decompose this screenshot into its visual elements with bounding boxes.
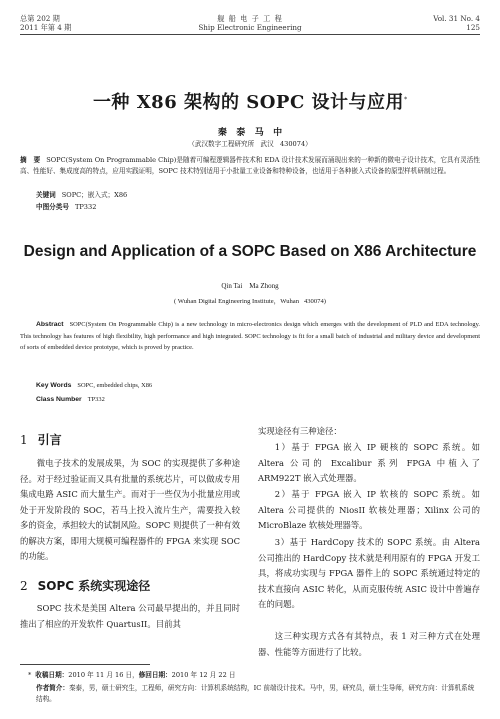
abstract-cn-text: SOPC(System On Programmable Chip)是随着可编程逻辑器件技术和 EDA 设计技术发展而涌现出来的一种新的微电子设计技术，它具有灵活性高、性能好、集成度高的特点，应用实践证明，SOPC 技术特别适用于小批量工业设备和特种设备，也适用于各种嵌入式设备的原型样机研制过程。 — [20, 156, 481, 176]
abstract-cn-label: 摘 要 — [20, 156, 41, 164]
section-2-paragraph: SOPC 技术是美国 Altera 公司最早提出的，并且同时推出了相应的开发软件 QuartusII。目前其 — [20, 603, 240, 629]
keywords-cn-label: 关键词 — [36, 191, 56, 199]
class-number-text: TP332 — [87, 396, 105, 403]
paper-title-en — [10, 241, 490, 261]
title-en-text: Design and Application of a SOPC Based on X86 Architecture — [23, 243, 477, 260]
footnote-bullet: * — [28, 671, 32, 679]
abstract-cn — [20, 155, 480, 178]
keywords-en — [36, 380, 476, 392]
keywords-cn — [36, 190, 476, 201]
footnote-rule — [20, 664, 150, 665]
section-1-title: 引言 — [37, 433, 62, 447]
section-2-number: 2 — [20, 579, 28, 593]
class-number-label: Class Number — [36, 396, 82, 403]
section-1-number: 1 — [20, 433, 28, 447]
clc-cn-label: 中图分类号 — [36, 203, 69, 211]
page-number: 125 — [466, 23, 480, 32]
section-2-heading — [20, 577, 150, 594]
abstract-en — [20, 319, 480, 354]
title-footnote-mark: * — [404, 96, 408, 104]
paper-title-cn — [20, 88, 480, 114]
intro-paragraph: 微电子技术的发展成果，为 SOC 的实现提供了多种途径。对于经过验证而又具有批量的系统芯片，可以做成专用集成电路 ASIC 而大量生产。而对于一些仅为小批量应用或处于开发阶段的 SOC，若马上投入流片生产，需要投入较多的资金，承担较大的试制风险。SOPC 则提供了一种有效的解决方案，即用大规模可编程器件的 FPGA 来实现 SOC 的功能。 — [20, 458, 240, 561]
approach-2: 2）基于 FPGA 嵌入 IP 软核的 SOPC 系统。如 Altera 公司提供的 NiosII 软核处理器；Xilinx 公司的 MicroBlaze 软核处理器等。 — [258, 489, 480, 530]
keywords-en-text: SOPC, embedded chips, X86 — [77, 382, 153, 389]
approach-3: 3）基于 HardCopy 技术的 SOPC 系统。由 Altera 公司推出的 HardCopy 技术就是利用原有的 FPGA 开发工具，将成功实现与 FPGA 器件上的 SOPC 系统通过特定的技术直接向 ASIC 转化，从而克服传统 ASIC 设计中普遍存在的问题。 — [258, 537, 480, 609]
comparison-paragraph: 这三种实现方式各有其特点，表 1 对三种方式在处理器、性能等方面进行了比较。 — [258, 631, 480, 657]
volume-number: Vol. 31 No. 4 — [433, 14, 480, 23]
abstract-en-label: Abstract — [36, 321, 64, 328]
footnote-author — [36, 683, 480, 705]
received-date: 2010 年 11 月 16 日 — [68, 671, 133, 679]
revised-date: 2010 年 12 月 22 日 — [171, 671, 236, 679]
author-bio-text: 秦泰，男，硕士研究生，工程师，研究方向：计算机系统结构，IC 前端设计技术。马中，男，研究员，硕士生导师，研究方向：计算机系统结构。 — [36, 684, 475, 703]
clc-cn-text: TP332 — [74, 203, 97, 211]
issue-year: 2011 年第 4 期 — [20, 23, 72, 32]
title-text: 一种 X86 架构的 SOPC 设计与应用 — [92, 92, 405, 113]
running-header-right — [360, 14, 480, 32]
section-1-heading — [20, 431, 62, 448]
keywords-en-label: Key Words — [36, 382, 72, 389]
issue-total: 总第 202 期 — [20, 14, 60, 23]
section-2-title: SOPC 系统实现途径 — [37, 579, 151, 593]
abstract-en-text: SOPC(System On Programmable Chip) is a new technology in micro-electronics design which emerges with the development of PLD and EDA technology. This technology has features of high flexibility, high performance and high integrated. SOPC technology is fit for a small batch of industrial and military device and development of sorts of embedded device prototype, which is proved by practice. — [20, 321, 480, 352]
approaches-intro: 实现途径有三种途径： — [258, 426, 342, 436]
authors-en: Qin Tai Ma Zhong — [221, 282, 279, 290]
received-label: 收稿日期： — [35, 671, 69, 679]
class-number-en — [36, 394, 476, 406]
affiliation-en: ( Wuhan Digital Engineering Institute，Wuhan 430074) — [174, 298, 326, 305]
author-bio-label: 作者简介： — [36, 684, 69, 692]
running-header-left — [20, 14, 140, 32]
authors-cn: 秦 泰 马 中 — [217, 128, 283, 138]
journal-title-cn: 舰 船 电 子 工 程 — [217, 14, 283, 23]
footnote-dates: * 收稿日期：2010 年 11 月 16 日，修回日期：2010 年 12 月 22 日 — [28, 671, 236, 679]
affiliation-cn: （武汉数字工程研究所 武汉 430074） — [188, 140, 312, 148]
journal-title-en: Ship Electronic Engineering — [198, 23, 302, 32]
keywords-cn-text: SOPC；嵌入式；X86 — [61, 191, 128, 199]
clc-cn — [36, 202, 476, 213]
revised-label: 修回日期： — [138, 671, 172, 679]
running-header-center — [150, 14, 350, 32]
approach-1: 1）基于 FPGA 嵌入 IP 硬核的 SOPC 系统。如 Altera 公司的 Excalibur 系列 FPGA 中植入了 ARM922T 嵌入式处理器。 — [258, 442, 480, 483]
header-rule — [20, 34, 480, 35]
